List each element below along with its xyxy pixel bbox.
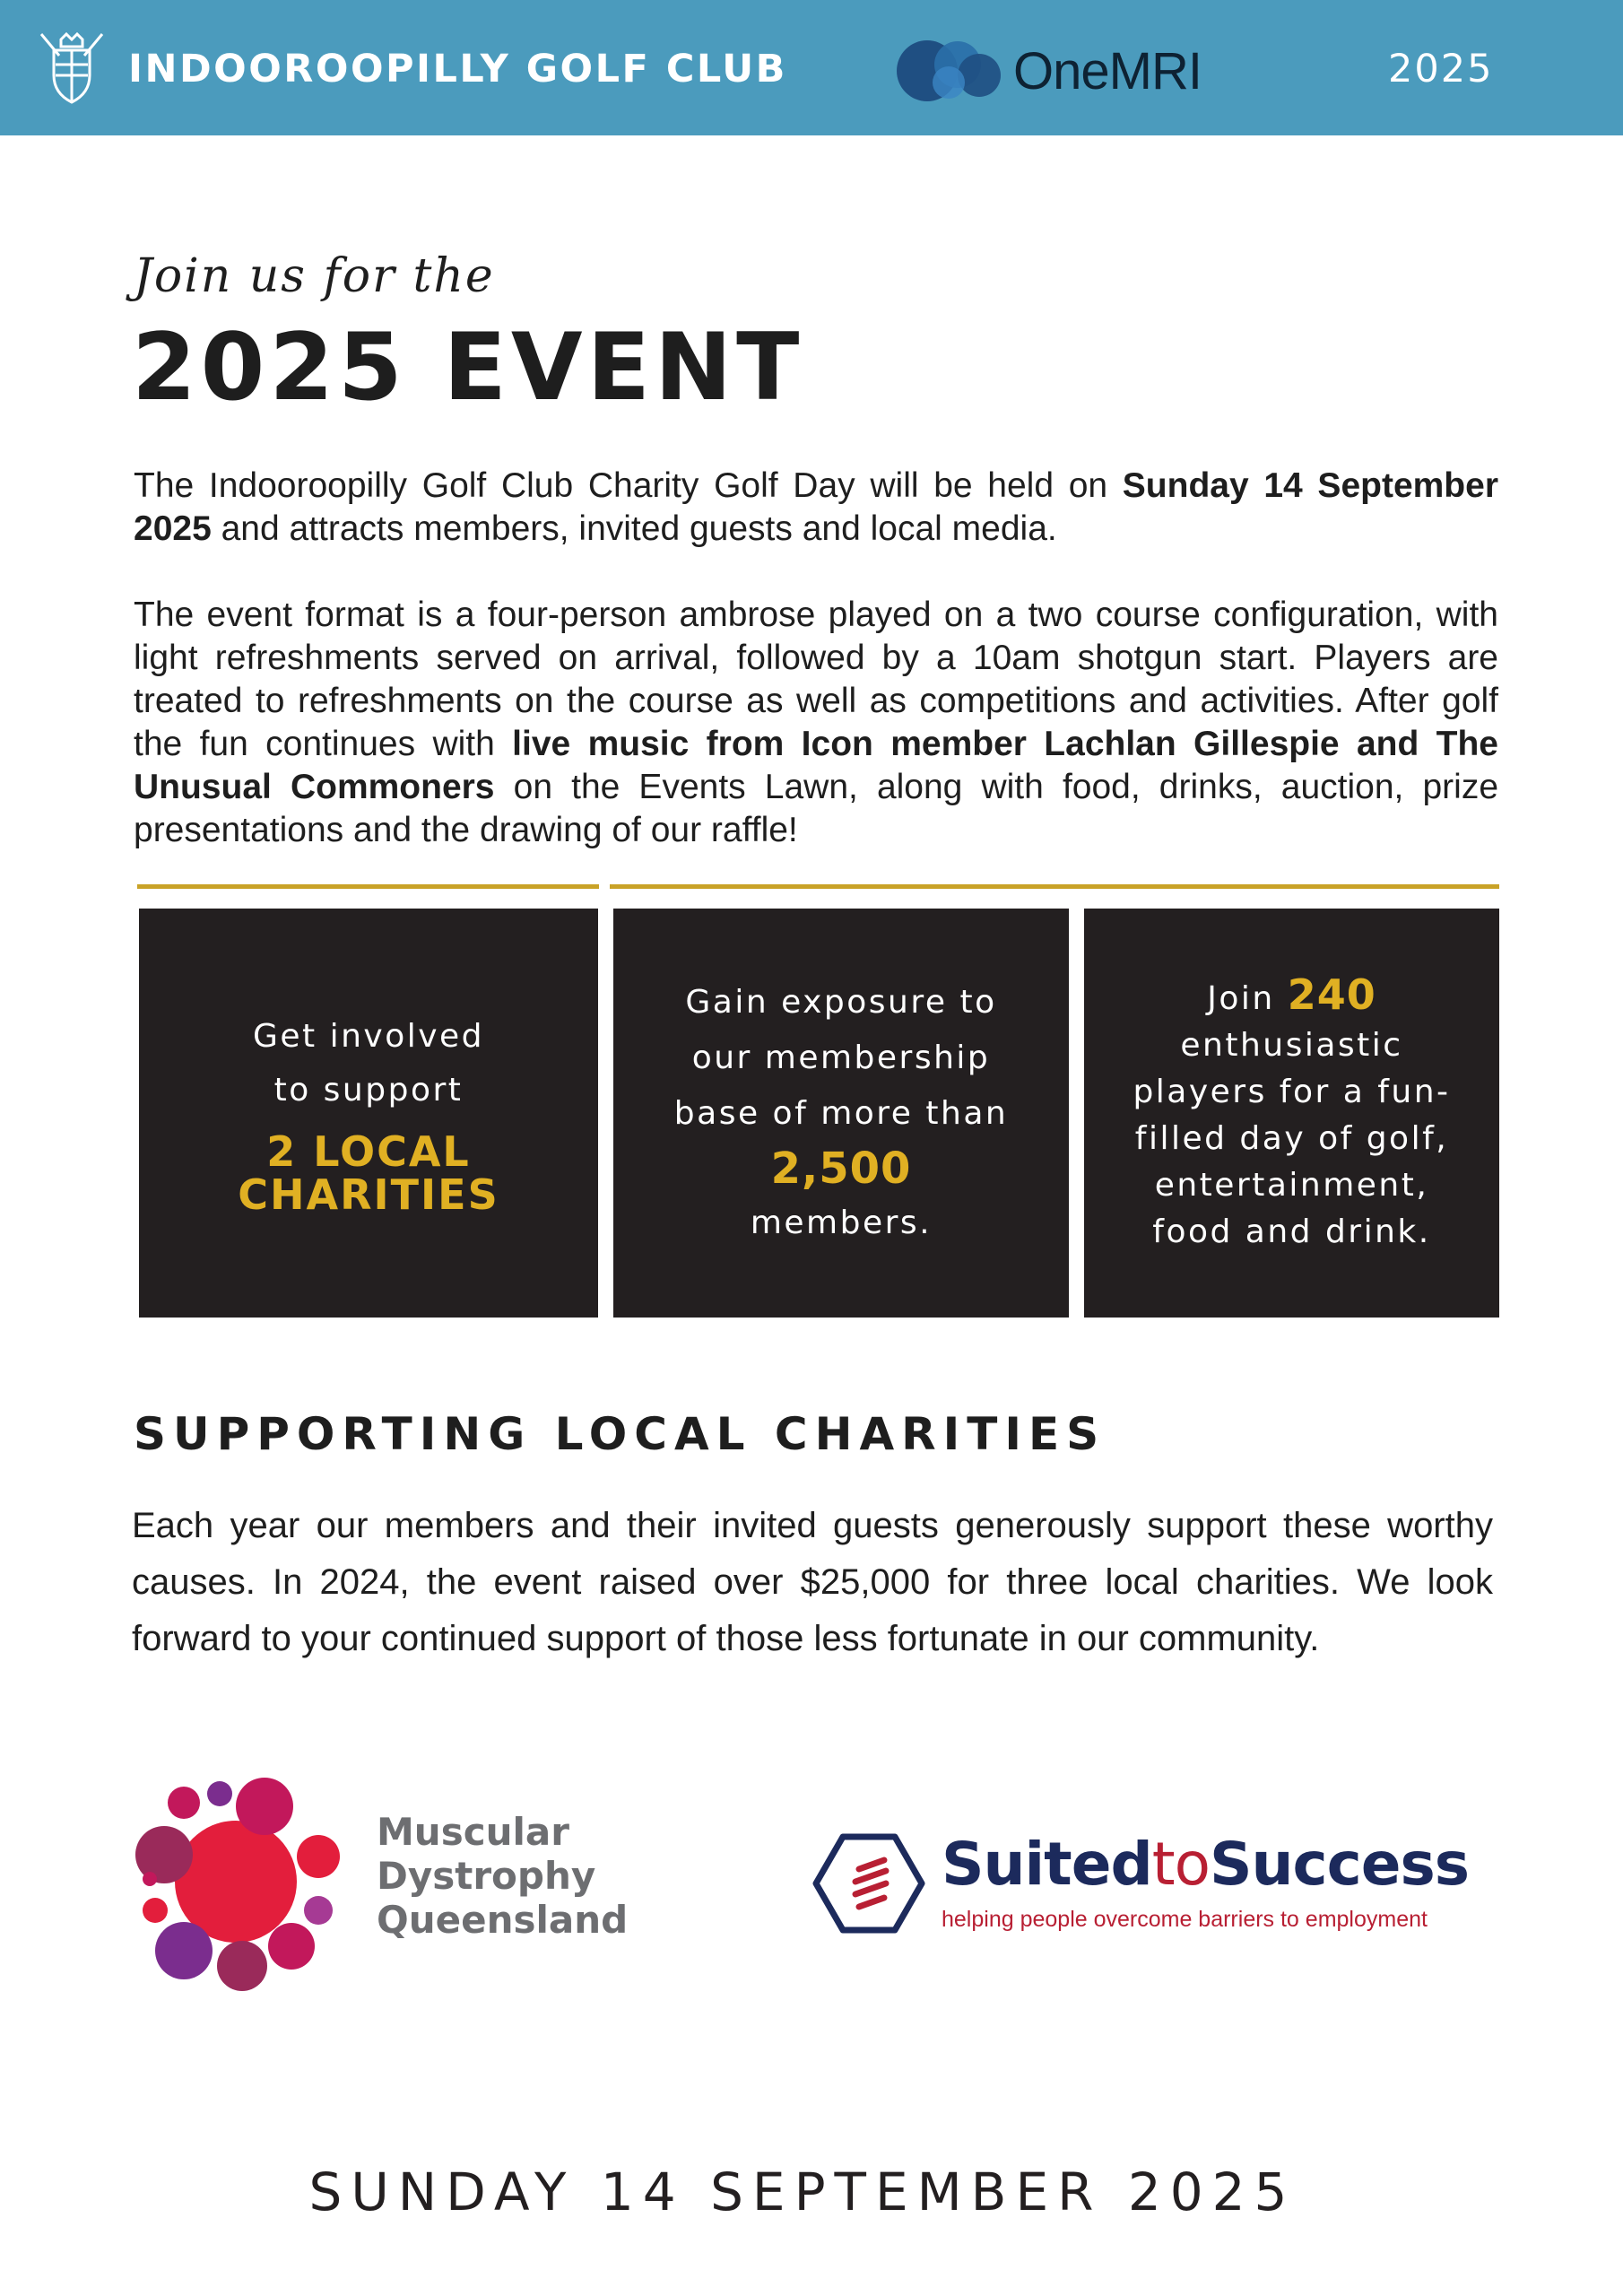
md-line2: Dystrophy	[377, 1854, 596, 1898]
box2-text: Gain exposure to our membership base of more than	[673, 984, 1009, 1132]
p2-text-before: The event format is a four-person ambrose played on a two course configuration, with light refreshments served on arrival, followed by a 10am shotgun start. Players are treated to refreshments on the course as well as competitions and activities. After golf the fun continues with	[134, 596, 1498, 763]
header-bar	[0, 0, 1623, 135]
box1-text: Get involved to support	[252, 1018, 485, 1109]
suited-to-success-logo-icon	[812, 1833, 925, 1934]
charities-heading: SUPPORTING LOCAL CHARITIES	[134, 1408, 1107, 1460]
suited-to-success-tagline: helping people overcome barriers to employment	[942, 1907, 1428, 1932]
info-box-players	[1084, 909, 1499, 1318]
suited-to-success-name	[942, 1830, 1469, 1899]
box1-highlight: 2 LOCAL CHARITIES	[238, 1127, 499, 1219]
muscular-dystrophy-logo-icon	[130, 1776, 350, 1996]
md-line3: Queensland	[377, 1898, 629, 1942]
box3-highlight: 240	[1287, 970, 1376, 1019]
p1-text-after: and attracts members, invited guests and local media.	[211, 509, 1057, 548]
box3-text-wrap	[1131, 971, 1454, 1256]
sponsor-name: OneMRI	[1013, 42, 1202, 100]
box2-suffix: members.	[750, 1205, 933, 1241]
p1-date: Sunday 14 September 2025	[134, 466, 1498, 548]
info-box-charities	[139, 909, 598, 1318]
sts-part3: Success	[1209, 1830, 1470, 1899]
charities-paragraph: Each year our members and their invited guests generously support these worthy causes. In 2024, the event raised over $25,000 for three local charities. We look forward to your continued support of those less fortunate in our community.	[132, 1506, 1493, 1658]
club-crest-icon	[36, 30, 108, 106]
box2-highlight: 2,500	[770, 1144, 912, 1194]
box3-text: enthusiastic players for a fun-filled day of golf, entertainment, food and drink.	[1133, 1026, 1451, 1250]
sts-part2: to	[1151, 1830, 1210, 1899]
p2-music: live music from Icon member Lachlan Gillespie and The Unusual Commoners	[134, 725, 1498, 806]
paragraph-event-date	[134, 465, 1498, 551]
p2-text-after: on the Events Lawn, along with food, drinks, auction, prize presentations and the drawing of our raffle!	[134, 768, 1499, 849]
divider-line	[137, 884, 599, 889]
header-year: 2025	[1388, 47, 1494, 91]
event-title: 2025 EVENT	[132, 314, 804, 422]
info-box-membership	[613, 909, 1069, 1318]
sts-part1: Suited	[942, 1830, 1152, 1899]
muscular-dystrophy-name	[377, 1810, 628, 1942]
p1-text-before: The Indooroopilly Golf Club Charity Golf Day will be held on	[134, 466, 1123, 505]
intro-tagline: Join us for the	[134, 249, 495, 303]
club-name: INDOOROOPILLY GOLF CLUB	[128, 47, 787, 91]
md-line1: Muscular	[377, 1810, 569, 1854]
paragraph-event-format	[134, 594, 1498, 852]
footer-date: SUNDAY 14 SEPTEMBER 2025	[308, 2161, 1297, 2222]
box3-prefix: Join	[1207, 979, 1275, 1017]
divider-line	[610, 884, 1499, 889]
